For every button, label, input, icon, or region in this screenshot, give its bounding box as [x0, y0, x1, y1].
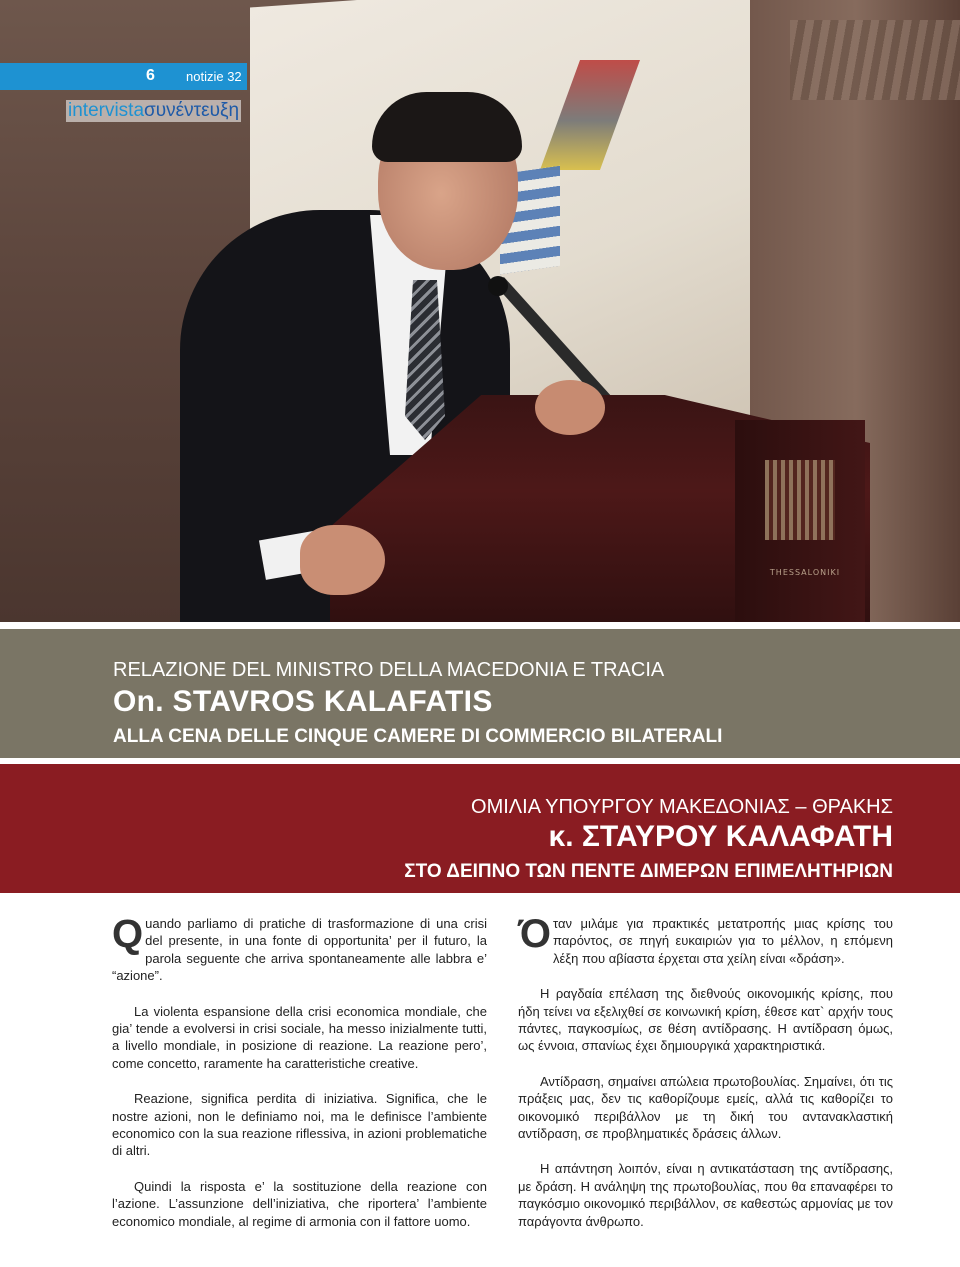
greek-paragraph-1 [518, 912, 893, 967]
italian-paragraph-3: Reazione, significa perdita di iniziativa. Significa, che le nostre azioni, non le definiamo noi, ma le definisce l’ambiente economico con la sua reazione riflessiva, in azioni problematiche di altri. [112, 1091, 487, 1159]
greek-title-line1: ΟΜΙΛΙΑ ΥΠΟΥΡΓΟΥ ΜΑΚΕΔΟΝΙΑΣ – ΘΡΑΚΗΣ [471, 796, 893, 818]
section-label-it: intervista [68, 100, 145, 121]
italian-paragraph-1-text: uando parliamo di pratiche di trasformazione di una crisi del presente, in una fonte di opportunita’ per il futuro, la parola seguente che arriva spontaneamente alle labbra e’ “azione”. [112, 916, 487, 984]
section-label [66, 100, 241, 122]
italian-article-column [112, 912, 487, 1248]
photo-ceiling [790, 20, 960, 100]
italian-paragraph-1 [112, 912, 487, 985]
italian-paragraph-4: Quindi la risposta e’ la sostituzione della reazione con l’azione. L’assunzione dell’iniziativa, che riportera’ l’ambiente economico mondiale, al regime di armonia con il fattore uomo. [112, 1178, 487, 1229]
greek-paragraph-4: Η απάντηση λοιπόν, είναι η αντικατάσταση της αντίδρασης, με δράση. Η ανάληψη της πρωτοβουλίας, που θα επαναφέρει το παγκόσμιο οικονομικό περιβάλλον, σε καθεστώς αρμονίας με τον παράγοντα άνθρωπο. [518, 1161, 893, 1229]
italian-title-band [0, 629, 960, 758]
greek-title-line3: ΣΤΟ ΔΕΙΠΝΟ ΤΩΝ ΠΕΝΤΕ ΔΙΜΕΡΩΝ ΕΠΙΜΕΛΗΤΗΡΙΩΝ [404, 861, 893, 882]
greek-paragraph-1-text: ταν μιλάμε για πρακτικές μετατροπής μιας κρίσης του παρόντος, σε πηγή ευκαιριών για το μέλλον, η επόμενη λέξη που αβίαστα έρχεται στα χείλη είναι «δράση». [553, 916, 893, 966]
microphone-head [488, 276, 508, 296]
italian-title-line1: RELAZIONE DEL MINISTRO DELLA MACEDONIA E TRACIA [113, 659, 665, 681]
italian-title-line3: ALLA CENA DELLE CINQUE CAMERE DI COMMERCIO BILATERALI [113, 726, 723, 747]
speaker-hand [300, 525, 385, 595]
podium-logo [765, 460, 835, 540]
italian-paragraph-2: La violenta espansione della crisi economica mondiale, che gia’ tende a evolversi in crisi sociale, ha messo inizialmente tutti, a livello mondiale, in posizione di reazione. La reazione pero’, come concetto, raramente ha caratteristiche creative. [112, 1003, 487, 1071]
issue-label: notizie 32 [186, 69, 242, 84]
page-number: 6 [146, 67, 155, 84]
greek-title-name: κ. ΣΤΑΥΡΟΥ ΚΑΛΑΦΑΤΗ [548, 820, 893, 853]
italian-title-name: On. STAVROS KALAFATIS [113, 685, 493, 718]
greek-paragraph-3: Αντίδραση, σημαίνει απώλεια πρωτοβουλίας. Σημαίνει, ότι τις πράξεις μας, δεν τις καθορίζουμε εμείς, αλλά τις καθορίζει το οικονομικό περιβάλλον με τη δική του αντανακλαστική αντίδραση, σε προβληματικές δράσεις άλλων. [518, 1073, 893, 1142]
page-header-tab [0, 63, 247, 90]
greek-paragraph-2: Η ραγδαία επέλαση της διεθνούς οικονομικής κρίσης, που ήδη τείνει να εξελιχθεί σε κοινωνική κρίση, έθεσε κατ` αρχήν τους πάντες, παγκοσμίως, σε θέση αντίδρασης. Η αντίδραση όμως, ως έννοια, σπανίως έχει δημιουργικά χαρακτηριστικά. [518, 986, 893, 1054]
speaker-photo [0, 0, 960, 622]
greek-dropcap: Ό [518, 912, 551, 956]
speaker-hair [372, 92, 522, 162]
podium-text: THESSALONIKI [769, 568, 841, 577]
speaker-hand-right [535, 380, 605, 435]
greek-title-band [0, 764, 960, 893]
italian-dropcap: Q [112, 912, 144, 956]
section-label-gr: συνέντευξη [144, 100, 240, 121]
greek-article-column [518, 912, 893, 1248]
